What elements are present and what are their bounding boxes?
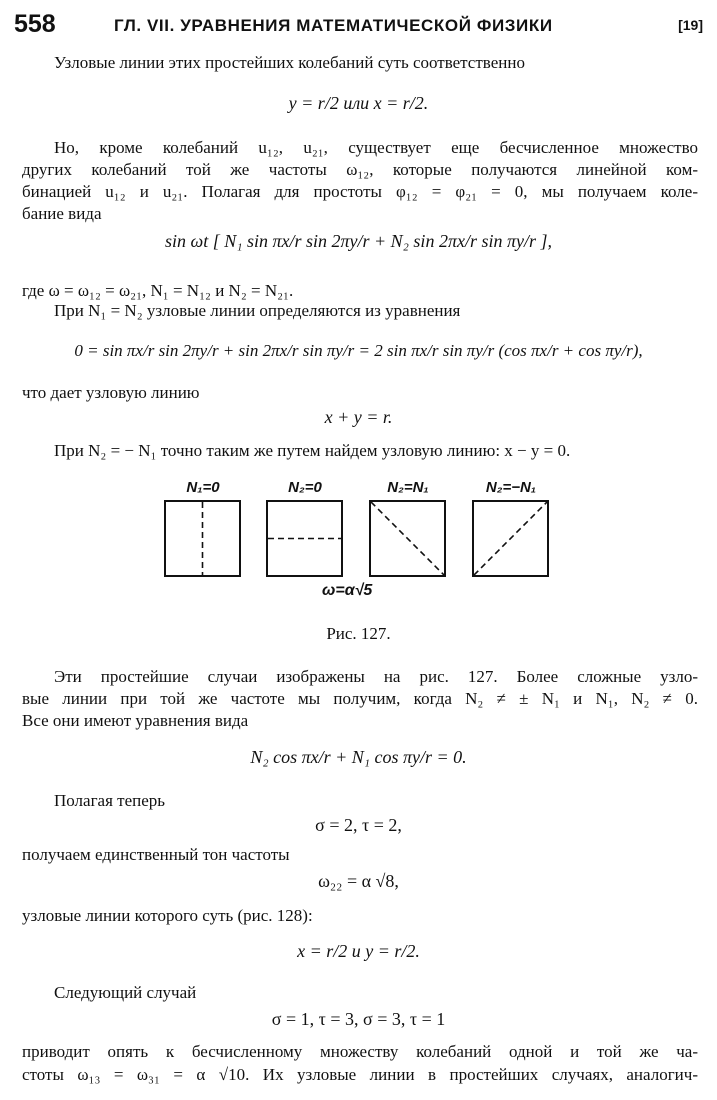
section-number: [19] xyxy=(678,17,703,33)
text-line: вые линии при той же частоте мы получим, когда N₂ ≠ ± N₁ и N₁, N₂ ≠ 0. xyxy=(22,689,698,708)
nodal-square-diagonal-down xyxy=(369,500,446,577)
nodal-square-diagonal-up xyxy=(472,500,549,577)
text-line: Полагая теперь xyxy=(54,791,166,810)
text-line: Но, кроме колебаний u₁₂, u₂₁, существует еще бесчисленное множество xyxy=(54,138,698,157)
text-line: Эти простейшие случаи изображены на рис. 127. Более сложные узло- xyxy=(54,667,698,686)
figure-label: N₂=−N₁ xyxy=(485,479,537,496)
diagonal-dashed-line xyxy=(371,502,444,575)
text-line: При N₁ = N₂ узловые линии определяются из уравнения xyxy=(54,301,461,320)
diagonal-dashed-line xyxy=(474,502,547,575)
figure-label: N₂=N₁ xyxy=(387,479,429,496)
frequency-label: ω=α√5 xyxy=(322,582,373,599)
text-line: стоты ω₁₃ = ω₃₁ = α √10. Их узловые линии в простейших случаях, аналогич- xyxy=(22,1065,698,1084)
text-line: приводит опять к бесчисленному множеству колебаний одной и той же ча- xyxy=(22,1042,698,1061)
equation: N₂ cos πx/r + N₁ cos πy/r = 0. xyxy=(250,747,467,767)
equation: 0 = sin πx/r sin 2πy/r + sin 2πx/r sin πy/r = 2 sin πx/r sin πy/r (cos πx/r + cos πy/r), xyxy=(74,341,643,360)
figure-label: N₁=0 xyxy=(186,479,220,496)
figure-label: N₂=0 xyxy=(288,479,322,496)
text-line: узловые линии которого суть (рис. 128): xyxy=(22,906,313,925)
text-line: Следующий случай xyxy=(54,983,197,1002)
text-line: При N₂ = − N₁ точно таким же путем найдем узловую линию: x − y = 0. xyxy=(54,441,571,460)
text-line: Узловые линии этих простейших колебаний суть соответственно xyxy=(54,53,525,72)
horizontal-dashed-line xyxy=(268,502,341,575)
text-line: что дает узловую линию xyxy=(22,383,200,402)
text-line: Все они имеют уравнения вида xyxy=(22,711,249,730)
text-line: бинацией u₁₂ и u₂₁. Полагая для простоты φ₁₂ = φ₂₁ = 0, мы получаем коле- xyxy=(22,182,698,201)
equation: x = r/2 и y = r/2. xyxy=(297,941,420,961)
vertical-dashed-line xyxy=(166,502,239,575)
equation: ω₂₂ = α √8, xyxy=(318,871,399,891)
text-line: где ω = ω₁₂ = ω₂₁, N₁ = N₁₂ и N₂ = N₂₁. xyxy=(22,281,294,300)
text-line: других колебаний той же частоты ω₁₂, которые получаются линейной ком- xyxy=(22,160,698,179)
text-line: бание вида xyxy=(22,204,102,223)
equation: σ = 2, τ = 2, xyxy=(315,815,402,835)
equation: x + y = r. xyxy=(324,407,393,427)
nodal-square-horizontal xyxy=(266,500,343,577)
equation: σ = 1, τ = 3, σ = 3, τ = 1 xyxy=(271,1009,446,1029)
running-header xyxy=(14,10,703,40)
text-line: получаем единственный тон частоты xyxy=(22,845,290,864)
equation: y = r/2 или x = r/2. xyxy=(288,93,429,113)
equation: sin ωt [ N₁ sin πx/r sin 2πy/r + N₂ sin 2πx/r sin πy/r ], xyxy=(165,231,552,251)
nodal-square-vertical xyxy=(164,500,241,577)
chapter-title: ГЛ. VII. УРАВНЕНИЯ МАТЕМАТИЧЕСКОЙ ФИЗИКИ xyxy=(114,16,553,35)
figure-caption: Рис. 127. xyxy=(326,624,391,643)
page-number: 558 xyxy=(14,10,56,38)
